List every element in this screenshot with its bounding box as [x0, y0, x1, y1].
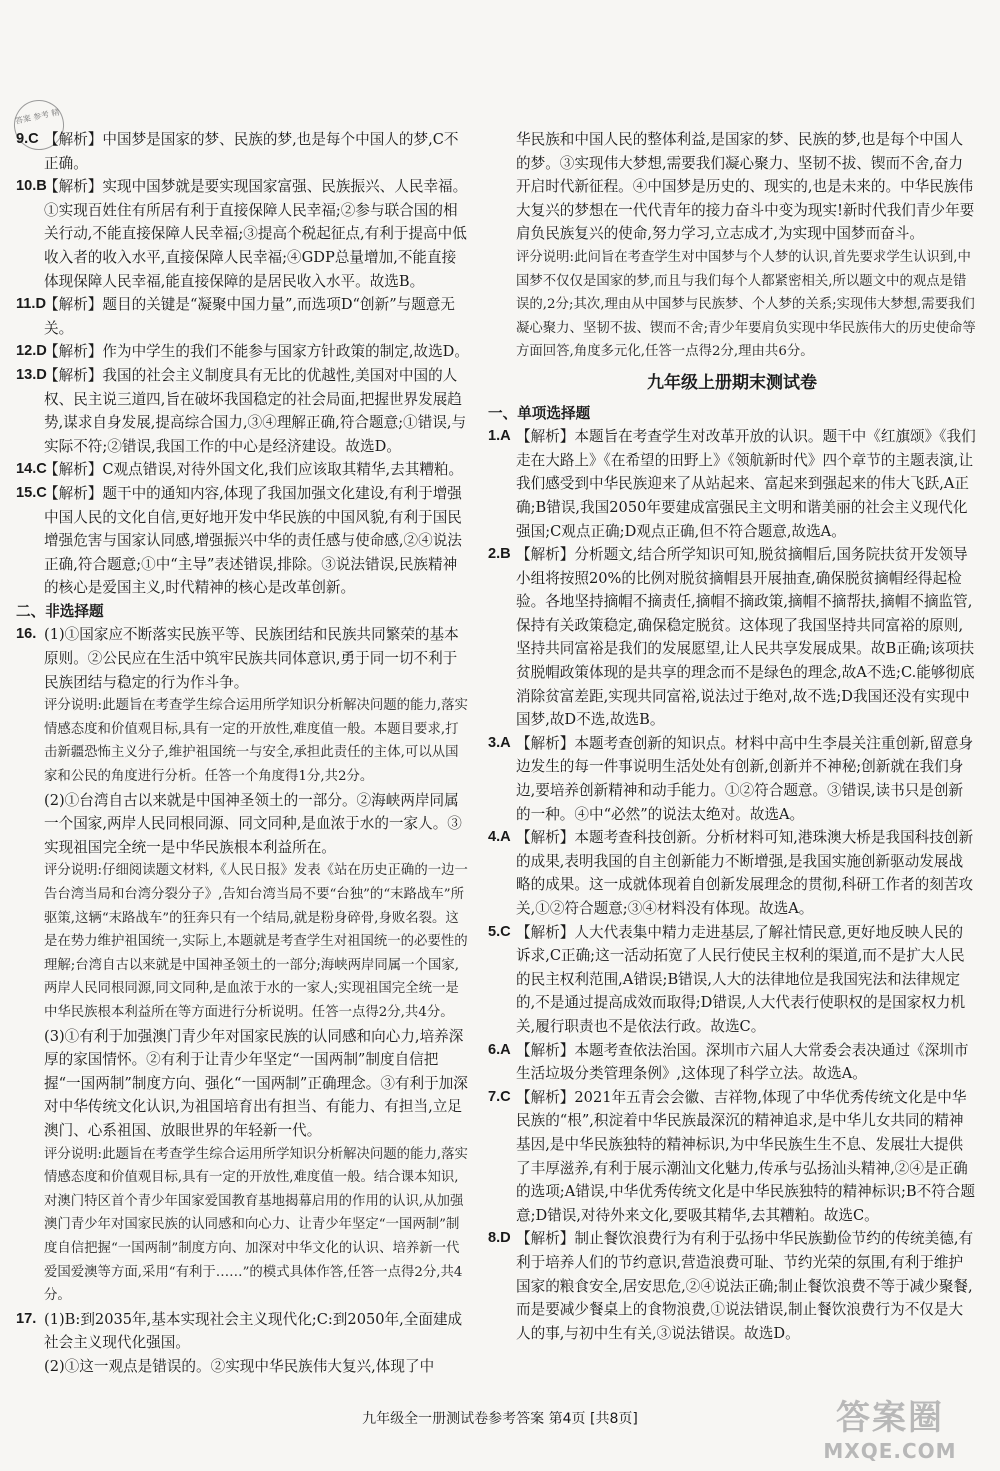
- left-column: [16, 128, 470, 1378]
- watermark-logo: 答案圈: [836, 1398, 944, 1438]
- watermark-domain: MXQE.COM: [823, 1439, 957, 1463]
- answer-item-17: 17. (1)B:到2035年,基本实现社会主义现代化;C:到2050年,全面建成社会主义现代化强国。: [16, 1310, 463, 1352]
- continued-answer: 华民族和中国人民的整体利益,是国家的梦、民族的梦,也是每个中国人的梦。③实现伟大梦想,需要我们凝心聚力、坚韧不拔、锲而不舍,奋力开启时代新征程。④中国梦是历史的、现实的,也是未来的。中华民族伟大复兴的梦想在一代代青年的接力奋斗中变为现实!新时代我们青少年要肩负民族复兴的使命,努力学习,立志成才,为实现中国梦而奋斗。: [516, 131, 975, 243]
- answer-item: 3.A 【解析】本题考查创新的知识点。材料中高中生李晨关注重创新,留意身边发生的每一件事说明生活处处有创新,创新并不神秘;创新就在我们身边,要培养创新精神和动手能力。①②符合题意。③错误,读书只是创新的一种。④中“必然”的说法太绝对。故选A。: [488, 734, 974, 823]
- answer-part: (3)①有利于加强澳门青少年对国家民族的认同感和向心力,培养深厚的家国情怀。②有利于让青少年坚定“一国两制”制度自信把握“一国两制”制度方向、强化“一国两制”正确理念。③有利于加深对中华传统文化认识,为祖国培育出有担当、有能力、有担当,立足澳门、心系祖国、放眼世界的年轻新一代。: [44, 1027, 468, 1139]
- answer-item: 6.A 【解析】本题考查依法治国。深圳市六届人大常委会表决通过《深圳市生活垃圾分类管理条例》,这体现了科学立法。故选A。: [488, 1041, 969, 1083]
- answer-item: 14.C 【解析】C观点错误,对待外国文化,我们应该取其精华,去其糟粕。: [16, 461, 464, 479]
- answer-part: (2)①这一观点是错误的。②实现中华民族伟大复兴,体现了中: [44, 1357, 435, 1375]
- answer-item: 1.A 【解析】本题旨在考查学生对改革开放的认识。题干中《红旗颂》《我们走在大路上》《在希望的田野上》《领航新时代》四个章节的主题表演,让我们感受到中华民族迎来了从站起来、富起来到强起来的伟大飞跃,A正确;B错误,我国2050年要建成富强民主文明和谐美丽的社会主义现代化强国;C观点正确;D观点正确,但不符合题意,故选A。: [488, 428, 976, 540]
- section-heading-single-choice: 一、单项选择题: [488, 404, 591, 422]
- answer-item: 12.D 【解析】作为中学生的我们不能参与国家方针政策的制定,故选D。: [16, 343, 469, 361]
- exam-title: 九年级上册期末测试卷: [647, 372, 817, 393]
- answer-item: 4.A 【解析】本题考查科技创新。分析材料可知,港珠澳大桥是我国科技创新的成果,表明我国的自主创新能力不断增强,是我国实施创新驱动发展战略的成果。这一成就体现着自创新发展理念的贯彻,科研工作者的刻苦攻关,①②符合题意;③④材料没有体现。故选A。: [488, 829, 974, 917]
- answer-item: 10.B 【解析】实现中国梦就是要实现国家富强、民族振兴、人民幸福。①实现百姓住有所居有利于直接保障人民幸福;②参与联合国的相关行动,不能直接保障人民幸福;③提高个税起征点,有利于提高中低收入者的收入水平,直接保障人民幸福;④GDP总量增加,不能直接体现保障人民幸福,能直接保障的是居民收入水平。故选B。: [16, 178, 468, 290]
- answer-item: 13.D 【解析】我国的社会主义制度具有无比的优越性,美国对中国的人权、民主说三道四,旨在破坏我国稳定的社会局面,把握世界发展趋势,谋求自身发展,提高综合国力,③④理解正确,符合题意;①错误,与实际不符;②错误,我国工作的中心是经济建设。故选D。: [16, 366, 467, 455]
- scoring-note: 评分说明:此题旨在考查学生综合运用所学知识分析解决问题的能力,落实情感态度和价值观目标,具有一定的开放性,难度值一般。结合课本知识,对澳门特区首个青少年国家爱国教育基地揭幕启用的作用的认识,从加强澳门青少年对国家民族的认同感和向心力、让青少年坚定“一国两制”制度自信把握“一国两制”制度方向、加深对中华文化的认识、培养新一代爱国爱澳等方面,采用“有利于……”的模式具体作答,任答一点得2分,共4分。: [44, 1146, 468, 1304]
- page-footer: 九年级全一册测试卷参考答案 第4页 [共8页]: [362, 1411, 638, 1427]
- answer-item: 11.D 【解析】题目的关键是“凝聚中国力量”,而选项D“创新”与题意无关。: [16, 296, 456, 337]
- answer-item: 7.C 【解析】2021年五青会会徽、吉祥物,体现了中华优秀传统文化是中华民族的“根”,积淀着中华民族最深沉的精神追求,是中华儿女共同的精神基因,是中华民族独特的精神标识,为中华民族生生不息、发展壮大提供了丰厚滋养,有利于展示潮汕文化魅力,传承与弘扬汕头精神,②④是正确的选项;A错误,中华优秀传统文化是中华民族独特的精神标识;B不符合题意;D错误,对待外来文化,要吸其精华,去其糟粕。故选C。: [488, 1088, 975, 1224]
- stamp-mark: 答案 参考 精: [9, 95, 68, 154]
- scoring-note: 评分说明:此问旨在考查学生对中国梦与个人梦的认识,首先要求学生认识到,中国梦不仅仅是国家的梦,而且与我们每个人都紧密相关,所以题文中的观点是错误的,2分;其次,理由从中国梦与民族梦、个人梦的关系;实现伟大梦想,需要我们凝心聚力、坚韧不拔、锲而不舍;青少年要肩负实现中华民族伟大的历史使命等方面回答,角度多元化,任答一点得2分,理由共6分。: [516, 249, 976, 360]
- answer-item: 15.C 【解析】题干中的通知内容,体现了我国加强文化建设,有利于增强中国人民的文化自信,更好地开发中华民族的中国风貌,有利于国民增强危害与国家认同感,增强振兴中华的责任感与使命感,②④说法正确,符合题意;①中“主导”表述错误,排除。③说法错误,民族精神的核心是爱国主义,时代精神的核心是改革创新。: [16, 484, 462, 597]
- answer-item-16: 16. (1)①国家应不断落实民族平等、民族团结和民族共同繁荣的基本原则。②公民应在生活中筑牢民族共同体意识,勇于同一切不利于民族团结与稳定的行为作斗争。: [16, 626, 459, 691]
- site-watermark: [790, 1390, 990, 1463]
- answer-item: 9.C 【解析】中国梦是国家的梦、民族的梦,也是每个中国人的梦,C不正确。: [16, 131, 459, 172]
- answer-item: 8.D 【解析】制止餐饮浪费行为有利于弘扬中华民族勤俭节约的传统美德,有利于培养人们的节约意识,营造浪费可耻、节约光荣的氛围,有利于维护国家的粮食安全,居安思危,②④说法正确;制止餐饮浪费不等于减少聚餐,而是要减少餐桌上的食物浪费,①说法错误,制止餐饮浪费行为不仅是大人的事,与初中生有关,③说法错误。故选D。: [488, 1230, 974, 1342]
- answer-item: 2.B 【解析】分析题文,结合所学知识可知,脱贫摘帽后,国务院扶贫开发领导小组将按照20%的比例对脱贫摘帽县开展抽查,确保脱贫摘帽经得起检验。各地坚持摘帽不摘责任,摘帽不摘政策,摘帽不摘帮扶,摘帽不摘监管,保持有关政策稳定,确保稳定脱贫。这体现了我国坚持共同富裕的原则,坚持共同富裕是我们的发展愿望,让人民共享发展成果。故B正确;该项扶贫脱帽政策体现的是共享的理念而不是绿色的理念,故A不选;C.能够彻底消除贫富差距,实现共同富裕,说法过于绝对,故不选;D我国还没有实现中国梦,故D不选,故选B。: [488, 546, 975, 729]
- section-heading-non-choice: 二、非选择题: [16, 602, 104, 620]
- answer-part: (2)①台湾自古以来就是中国神圣领土的一部分。②海峡两岸同属一个国家,两岸人民同根同源、同文同种,是血浓于水的一家人。③实现祖国完全统一是中华民族根本利益所在。: [44, 791, 462, 856]
- scoring-note: 评分说明:仔细阅读题文材料,《人民日报》发表《站在历史正确的一边一告台湾当局和台湾分裂分子》,告知台湾当局不要“台独”的“末路战车”所驱策,这辆“末路战车”的狂奔只有一个结局,就是粉身碎骨,身败名裂。这是在势力维护祖国统一,实际上,本题就是考查学生对祖国统一的必要性的理解;台湾自古以来就是中国神圣领土的一部分;海峡两岸同属一个国家,两岸人民同根同源,同文同种,是血浓于水的一家人;实现祖国完全统一是中华民族根本利益所在等方面进行分析说明。任答一点得2分,共4分。: [44, 863, 468, 1020]
- right-column: [488, 128, 976, 1345]
- scoring-note: 评分说明:此题旨在考查学生综合运用所学知识分析解决问题的能力,落实情感态度和价值观目标,具有一定的开放性,难度值一般。本题目要求,打击新疆恐怖主义分子,维护祖国统一与安全,承担此责任的主体,可以从国家和公民的角度进行分析。任答一个角度得1分,共2分。: [44, 698, 468, 785]
- answer-item: 5.C 【解析】人大代表集中精力走进基层,了解社情民意,更好地反映人民的诉求,C正确;这一活动拓宽了人民行使民主权利的渠道,而不是扩大人民的民主权利范围,A错误;B错误,人大的法律地位是我国宪法和法律规定的,不是通过提高成效而取得;D错误,人大代表行使职权的是国家权力机关,履行职责也不是依法行政。故选C。: [488, 923, 966, 1035]
